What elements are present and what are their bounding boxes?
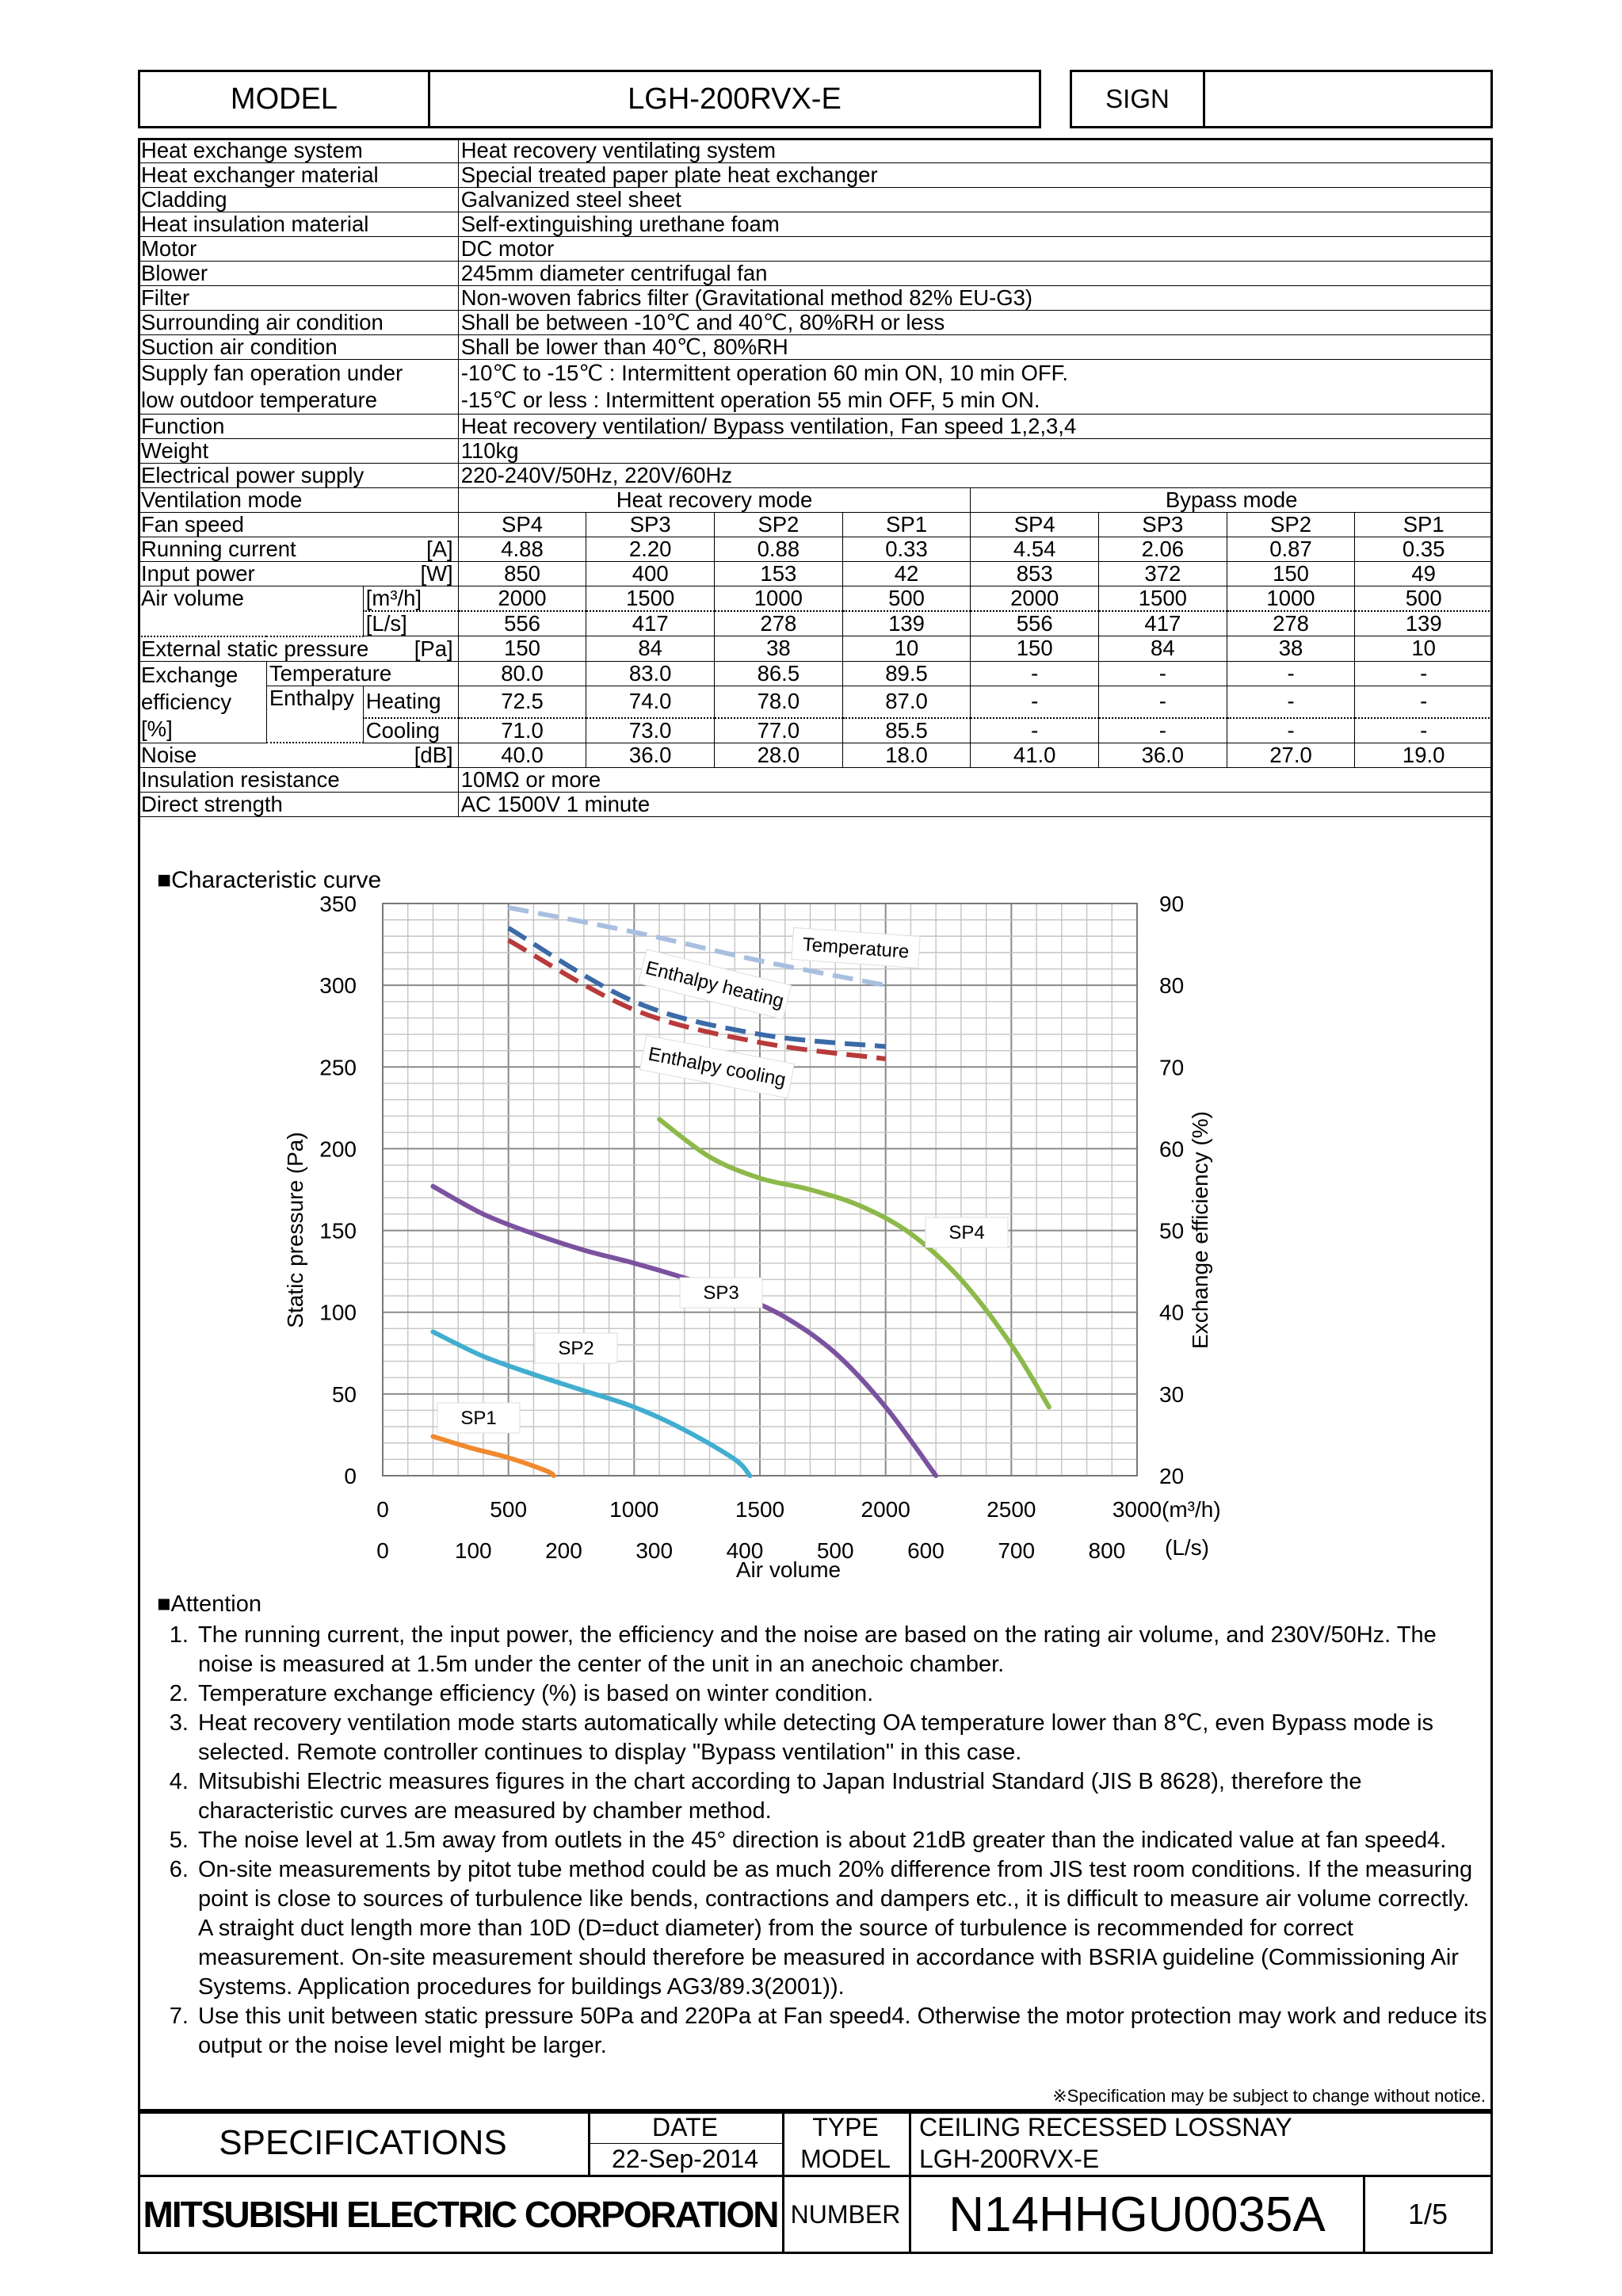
spec-value: Shall be lower than 40℃, 80%RH [458, 335, 1492, 360]
spec-row [139, 335, 1493, 360]
air-volume-unit-ls: [L/s] [363, 611, 458, 636]
spec-table [138, 138, 1493, 817]
x-tick-ls: 0 [376, 1538, 389, 1563]
spec-row [139, 464, 1493, 488]
spec-value: Shall be between -10℃ and 40℃, 80%RH or less [458, 311, 1492, 335]
external-static-cell: 38 [1227, 636, 1355, 662]
fan-speed-cell: SP1 [842, 513, 971, 537]
cooling-cell: - [1227, 718, 1355, 743]
y-tick-right: 40 [1159, 1300, 1185, 1325]
page-number: 1/5 [1407, 2198, 1448, 2230]
external-static-label [139, 636, 459, 662]
sign-label: SIGN [1072, 72, 1205, 126]
noise-label [139, 743, 459, 768]
external-static-row [139, 636, 1493, 662]
enthalpy-label: Enthalpy [266, 686, 363, 743]
label-sp1 [437, 1403, 520, 1433]
cooling-label: Cooling [363, 718, 458, 743]
running-current-cell: 0.88 [715, 537, 843, 562]
x-unit-m3h: (m³/h) [1162, 1497, 1221, 1522]
external-static-cell: 10 [842, 636, 971, 662]
label-enthalpy-heating [638, 949, 791, 1019]
air-volume-ls-cell: 417 [586, 611, 715, 636]
running-current-cell: 4.54 [971, 537, 1099, 562]
label-sp4-text: SP4 [948, 1222, 985, 1244]
input-power-cell: 153 [715, 562, 843, 586]
air-volume-ls-cell: 556 [971, 611, 1099, 636]
noise-cell: 19.0 [1355, 743, 1493, 768]
spec-label: Filter [139, 286, 459, 311]
cooling-cell: - [1099, 718, 1227, 743]
input-power-cell: 853 [971, 562, 1099, 586]
cooling-cell: - [971, 718, 1099, 743]
temperature-cell: 86.5 [715, 661, 843, 686]
air-volume-unit-m3h: [m³/h] [363, 586, 458, 612]
noise-cell: 27.0 [1227, 743, 1355, 768]
temperature-cell: 89.5 [842, 661, 971, 686]
external-static-cell: 150 [971, 636, 1099, 662]
external-static-cell: 84 [1099, 636, 1227, 662]
external-static-text: External static pressure [141, 636, 369, 661]
running-current-cell: 4.88 [458, 537, 586, 562]
x-tick-ls: 100 [454, 1538, 492, 1563]
date-value: 22-Sep-2014 [611, 2144, 759, 2173]
sign-value [1205, 72, 1490, 126]
air-volume-ls-cell: 278 [1227, 611, 1355, 636]
air-volume-m3h-cell: 500 [1355, 586, 1493, 612]
sign-box [1070, 70, 1493, 128]
y-axis-label-left: Static pressure (Pa) [283, 1132, 307, 1328]
model-header [138, 70, 1041, 128]
y-tick-left: 150 [319, 1218, 357, 1244]
x-tick-ls: 600 [907, 1538, 945, 1563]
spec-row [139, 262, 1493, 286]
exchange-label-line3: [%] [141, 716, 173, 741]
date-label: DATE [652, 2112, 718, 2141]
spec-value: Galvanized steel sheet [458, 188, 1492, 212]
spec-label: Surrounding air condition [139, 311, 459, 335]
x-tick-m3h: 500 [490, 1497, 528, 1522]
attention-item: 5. The noise level at 1.5m away from outlets in the 45° direction is about 21dB greater than the indicated value at fan speed4. [195, 1826, 1488, 1855]
spec-row [139, 237, 1493, 262]
temperature-row [139, 661, 1493, 686]
supply-fan-value [458, 360, 1492, 415]
supply-fan-value-line1: -10℃ to -15℃ : Intermittent operation 60 min ON, 10 min OFF. [460, 361, 1069, 385]
chart-labels [437, 927, 1008, 1433]
attention-item: 1. The running current, the input power, the efficiency and the noise are based on the rating air volume, and 230V/50Hz. The noise is measured at 1.5m under the center of the unit in an anechoic chamber. [195, 1621, 1488, 1679]
noise-cell: 40.0 [458, 743, 586, 768]
heating-cell: - [1227, 686, 1355, 718]
temperature-cell: - [1099, 661, 1227, 686]
running-current-text: Running current [141, 537, 296, 561]
air-volume-ls-cell: 417 [1099, 611, 1227, 636]
x-tick-m3h: 1500 [735, 1497, 785, 1522]
fan-speed-cell: SP1 [1355, 513, 1493, 537]
spec-row [139, 139, 1493, 163]
label-sp3 [680, 1278, 762, 1308]
y-tick-left: 250 [319, 1055, 357, 1080]
supply-fan-label-line2: low outdoor temperature [141, 388, 378, 412]
spec-value: Heat recovery ventilating system [458, 139, 1492, 163]
x-tick-m3h: 2000 [861, 1497, 910, 1522]
type-value: CEILING RECESSED LOSSNAY [919, 2112, 1292, 2141]
x-unit-ls: (L/s) [1165, 1535, 1209, 1560]
label-enthalpy-cooling-text: Enthalpy cooling [646, 1043, 788, 1091]
spec-value: Self-extinguishing urethane foam [458, 212, 1492, 237]
curve-sp1 [433, 1436, 553, 1476]
spec-row-supply-fan [139, 360, 1493, 415]
air-volume-m3h-cell: 1000 [1227, 586, 1355, 612]
x-tick-m3h: 0 [376, 1497, 389, 1522]
supply-fan-value-line2: -15℃ or less : Intermittent operation 55 min OFF, 5 min ON. [460, 388, 1040, 412]
label-enthalpy-heating-text: Enthalpy heating [643, 957, 786, 1013]
y-tick-right: 30 [1159, 1381, 1185, 1407]
temperature-cell: - [1355, 661, 1493, 686]
exchange-label-line1: Exchange [141, 662, 239, 687]
heating-row [139, 686, 1493, 718]
ventilation-mode-label: Ventilation mode [139, 488, 459, 513]
input-power-row [139, 562, 1493, 586]
air-volume-ls-cell: 278 [715, 611, 843, 636]
label-temperature-text: Temperature [801, 934, 910, 963]
fan-speed-cell: SP3 [1099, 513, 1227, 537]
y-tick-right: 90 [1159, 892, 1185, 916]
spec-value: Non-woven fabrics filter (Gravitational method 82% EU-G3) [458, 286, 1492, 311]
spec-row [139, 286, 1493, 311]
x-tick-m3h: 2500 [987, 1497, 1036, 1522]
external-static-cell: 38 [715, 636, 843, 662]
noise-cell: 18.0 [842, 743, 971, 768]
y-tick-left: 0 [344, 1464, 357, 1488]
x-tick-ls: 300 [635, 1538, 674, 1563]
heating-label: Heating [363, 686, 458, 718]
bypass-mode-header: Bypass mode [971, 488, 1493, 513]
heating-cell: 72.5 [458, 686, 586, 718]
number-label: NUMBER [790, 2199, 901, 2229]
y-tick-left: 350 [319, 892, 357, 916]
x-axis-label: Air volume [735, 1557, 842, 1582]
attention-list [157, 1621, 1488, 2061]
heating-cell: 87.0 [842, 686, 971, 718]
y-tick-left: 100 [319, 1300, 357, 1325]
running-current-cell: 2.20 [586, 537, 715, 562]
fan-speed-cell: SP4 [971, 513, 1099, 537]
air-volume-label: Air volume [139, 586, 364, 636]
attention-item: 2. Temperature exchange efficiency (%) is based on winter condition. [195, 1679, 1488, 1709]
label-sp2 [535, 1333, 617, 1363]
noise-cell: 36.0 [586, 743, 715, 768]
exchange-efficiency-label [139, 661, 267, 743]
input-power-cell: 850 [458, 562, 586, 586]
spec-row [139, 439, 1493, 464]
ventilation-mode-row [139, 488, 1493, 513]
input-power-text: Input power [141, 561, 255, 586]
heating-cell: - [971, 686, 1099, 718]
label-sp4 [925, 1217, 1008, 1247]
external-static-unit: [Pa] [414, 636, 453, 661]
input-power-label [139, 562, 459, 586]
air-volume-m3h-cell: 1500 [1099, 586, 1227, 612]
noise-cell: 36.0 [1099, 743, 1227, 768]
air-volume-m3h-cell: 1500 [586, 586, 715, 612]
model-label-footer: MODEL [800, 2144, 891, 2173]
fan-speed-label: Fan speed [139, 513, 459, 537]
spec-label: Electrical power supply [139, 464, 459, 488]
label-sp3-text: SP3 [703, 1282, 739, 1304]
label-sp2-text: SP2 [558, 1338, 594, 1359]
y-axis-label-right: Exchange efficiency (%) [1188, 1111, 1212, 1349]
spec-label: Weight [139, 439, 459, 464]
temperature-cell: - [1227, 661, 1355, 686]
noise-cell: 41.0 [971, 743, 1099, 768]
noise-cell: 28.0 [715, 743, 843, 768]
insulation-row [139, 768, 1493, 793]
cooling-cell: 71.0 [458, 718, 586, 743]
spec-label: Heat insulation material [139, 212, 459, 237]
attention-item: 7. Use this unit between static pressure 50Pa and 220Pa at Fan speed4. Otherwise the motor protection may work and reduce its output or the noise level might be larger. [195, 2002, 1488, 2061]
x-tick-ls: 400 [726, 1538, 764, 1563]
heating-cell: 78.0 [715, 686, 843, 718]
running-current-row [139, 537, 1493, 562]
running-current-cell: 0.33 [842, 537, 971, 562]
spec-value: 220-240V/50Hz, 220V/60Hz [458, 464, 1492, 488]
y-tick-left: 200 [319, 1137, 357, 1162]
spec-label: Blower [139, 262, 459, 286]
supply-fan-label-line1: Supply fan operation under [141, 361, 403, 385]
chart-title: ■Characteristic curve [157, 867, 382, 893]
spec-value: Special treated paper plate heat exchanger [458, 163, 1492, 188]
y-tick-right: 50 [1159, 1218, 1185, 1244]
y-tick-right: 80 [1159, 973, 1185, 999]
attention-item: 6. On-site measurements by pitot tube method could be as much 20% difference from JIS test room conditions. If the measuring point is close to sources of turbulence like bends, contractions and dampers etc., it is difficult to measure air volume correctly. A straight duct length more than 10D (D=duct diameter) from the source of turbulence is recommended for correct measurement. On-site measurement should therefore be measured in accordance with BSRIA guideline (Commissioning Air Systems. Application procedures for buildings AG3/89.3(2001)). [195, 1855, 1488, 2002]
spec-row [139, 415, 1493, 439]
temperature-cell: 80.0 [458, 661, 586, 686]
type-label: TYPE [812, 2112, 879, 2141]
model-label: MODEL [140, 72, 430, 126]
y-tick-left: 300 [319, 973, 357, 999]
air-volume-m3h-cell: 1000 [715, 586, 843, 612]
x-tick-m3h: 1000 [609, 1497, 659, 1522]
cooling-cell: 85.5 [842, 718, 971, 743]
y-tick-left: 50 [331, 1381, 357, 1407]
running-current-unit: [A] [426, 537, 453, 561]
company-logo: MITSUBISHI ELECTRIC CORPORATION [143, 2194, 778, 2235]
cooling-cell: - [1355, 718, 1493, 743]
x-tick-ls: 800 [1088, 1538, 1126, 1563]
spec-row [139, 311, 1493, 335]
x-tick-ls: 200 [545, 1538, 582, 1563]
heating-cell: - [1355, 686, 1493, 718]
external-static-cell: 84 [586, 636, 715, 662]
running-current-label [139, 537, 459, 562]
cooling-cell: 77.0 [715, 718, 843, 743]
air-volume-m3h-row [139, 586, 1493, 612]
supply-fan-label [139, 360, 459, 415]
temperature-label: Temperature [266, 661, 458, 686]
attention-section [157, 1590, 1488, 2061]
input-power-cell: 372 [1099, 562, 1227, 586]
spec-label: Heat exchange system [139, 139, 459, 163]
label-sp1-text: SP1 [460, 1408, 497, 1429]
temperature-cell: - [971, 661, 1099, 686]
cooling-cell: 73.0 [586, 718, 715, 743]
running-current-cell: 0.35 [1355, 537, 1493, 562]
running-current-cell: 0.87 [1227, 537, 1355, 562]
model-value-footer: LGH-200RVX-E [919, 2144, 1100, 2173]
fan-speed-row [139, 513, 1493, 537]
fan-speed-cell: SP4 [458, 513, 586, 537]
noise-unit: [dB] [414, 743, 453, 767]
x-tick-ls: 500 [816, 1538, 854, 1563]
x-tick-m3h: 3000 [1112, 1497, 1162, 1522]
external-static-cell: 10 [1355, 636, 1493, 662]
input-power-cell: 150 [1227, 562, 1355, 586]
fan-speed-cell: SP3 [586, 513, 715, 537]
air-volume-ls-cell: 556 [458, 611, 586, 636]
spec-label: Motor [139, 237, 459, 262]
spec-label: Cladding [139, 188, 459, 212]
spec-row [139, 212, 1493, 237]
running-current-cell: 2.06 [1099, 537, 1227, 562]
noise-text: Noise [141, 743, 197, 767]
spec-row [139, 163, 1493, 188]
model-value: LGH-200RVX-E [628, 82, 842, 116]
characteristic-curve-chart [138, 872, 1493, 1585]
air-volume-m3h-cell: 2000 [458, 586, 586, 612]
air-volume-ls-cell: 139 [1355, 611, 1493, 636]
temperature-cell: 83.0 [586, 661, 715, 686]
y-tick-right: 20 [1159, 1464, 1185, 1488]
spec-value: Heat recovery ventilation/ Bypass ventilation, Fan speed 1,2,3,4 [458, 415, 1492, 439]
direct-strength-value: AC 1500V 1 minute [458, 793, 1492, 817]
heating-cell: 74.0 [586, 686, 715, 718]
input-power-cell: 42 [842, 562, 971, 586]
specifications-label: SPECIFICATIONS [219, 2123, 507, 2162]
heat-recovery-mode-header: Heat recovery mode [458, 488, 971, 513]
external-static-cell: 150 [458, 636, 586, 662]
spec-label: Function [139, 415, 459, 439]
insulation-value: 10MΩ or more [458, 768, 1492, 793]
exchange-label-line2: efficiency [141, 689, 232, 714]
insulation-label: Insulation resistance [139, 768, 459, 793]
heating-cell: - [1099, 686, 1227, 718]
disclaimer: ※Specification may be subject to change without notice. [1052, 2086, 1486, 2106]
air-volume-m3h-cell: 500 [842, 586, 971, 612]
noise-row [139, 743, 1493, 768]
spec-value: 110kg [458, 439, 1492, 464]
spec-value: 245mm diameter centrifugal fan [458, 262, 1492, 286]
fan-speed-cell: SP2 [715, 513, 843, 537]
input-power-cell: 49 [1355, 562, 1493, 586]
direct-strength-label: Direct strength [139, 793, 459, 817]
attention-heading: ■Attention [157, 1591, 261, 1617]
direct-strength-row [139, 793, 1493, 817]
input-power-unit: [W] [420, 561, 453, 586]
y-tick-right: 60 [1159, 1137, 1185, 1162]
number-value: N14HHGU0035A [948, 2187, 1326, 2242]
attention-item: 4. Mitsubishi Electric measures figures in the chart according to Japan Industrial Standard (JIS B 8628), therefore the characteristic curves are measured by chamber method. [195, 1767, 1488, 1826]
input-power-cell: 400 [586, 562, 715, 586]
air-volume-ls-cell: 139 [842, 611, 971, 636]
spec-label: Suction air condition [139, 335, 459, 360]
air-volume-m3h-cell: 2000 [971, 586, 1099, 612]
fan-speed-cell: SP2 [1227, 513, 1355, 537]
spec-label: Heat exchanger material [139, 163, 459, 188]
attention-item: 3. Heat recovery ventilation mode starts automatically while detecting OA temperature lower than 8℃, even Bypass mode is selected. Remote controller continues to display "Bypass ventilation" in this case. [195, 1709, 1488, 1767]
spec-value: DC motor [458, 237, 1492, 262]
spec-row [139, 188, 1493, 212]
x-tick-ls: 700 [998, 1538, 1036, 1563]
y-tick-right: 70 [1159, 1055, 1185, 1080]
